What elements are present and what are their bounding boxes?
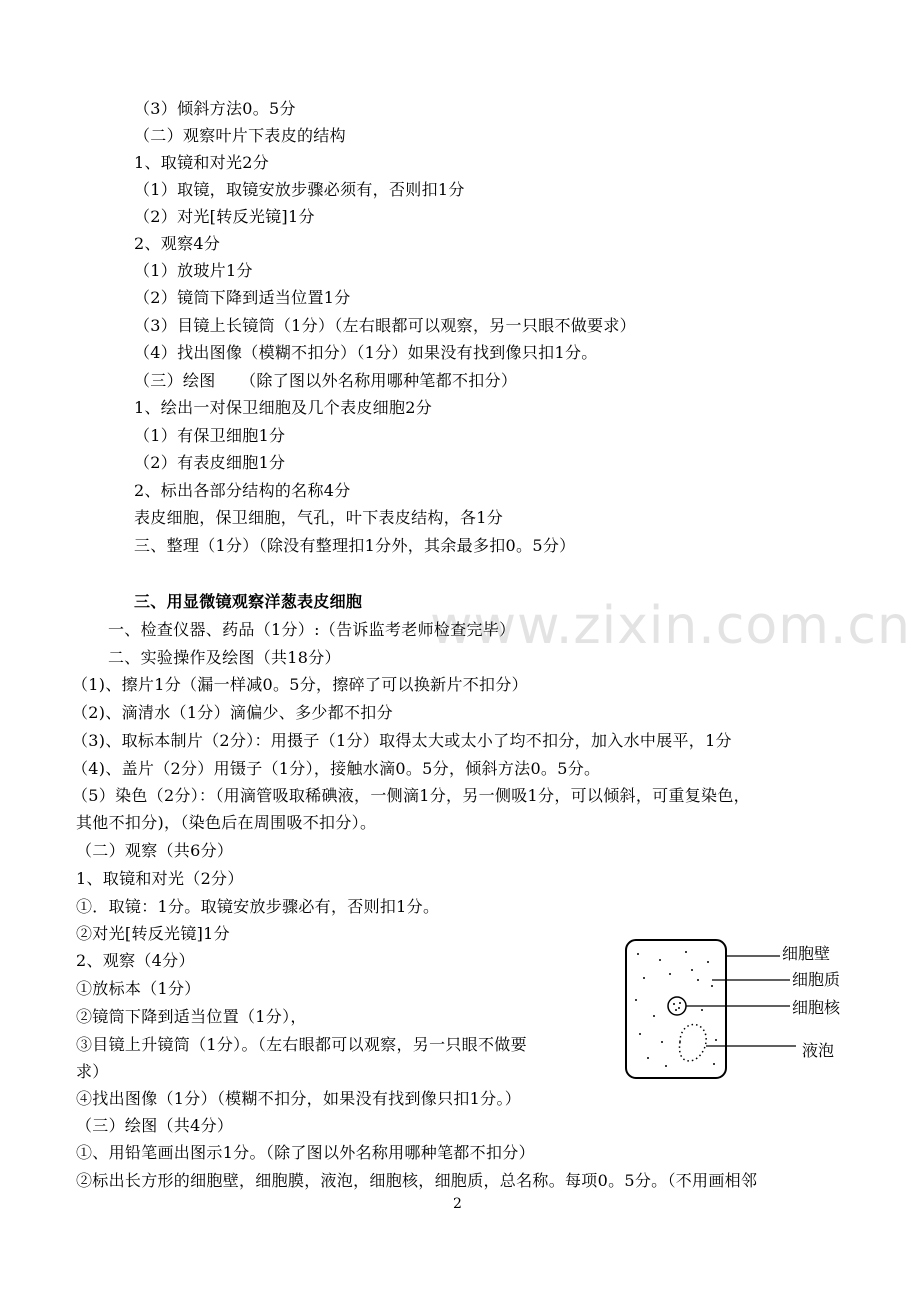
text-line: ①．取镜：1分。取镜安放步骤必有，否则扣1分。 — [76, 897, 440, 916]
text-line: （三）绘图 （除了图以外名称用哪种笔都不扣分） — [134, 371, 518, 390]
label-cell-wall: 细胞壁 — [782, 944, 831, 963]
text-line: 二、实验操作及绘图（共18分） — [108, 648, 341, 667]
text-line: （5）染色（2分）：（用滴管吸取稀碘液，一侧滴1分，另一侧吸1分，可以倾斜，可重复染色， — [72, 786, 750, 805]
text-line: ①放标本（1分） — [76, 979, 201, 998]
text-line: （3)、取标本制片（2分）：用摄子（1分）取得太大或太小了均不扣分，加入水中展平，1分 — [72, 731, 732, 750]
nucleus — [668, 997, 686, 1015]
text-line: 求） — [76, 1062, 109, 1081]
text-line: ②对光[转反光镜]1分 — [76, 924, 230, 943]
onion-cell-diagram — [620, 930, 860, 1090]
text-line: 其他不扣分)，（染色后在周围吸不扣分）。 — [76, 813, 377, 832]
text-line: ③目镜上升镜筒（1分）。（左右眼都可以观察，另一只眼不做要 — [76, 1035, 527, 1054]
text-line: （2）有表皮细胞1分 — [134, 453, 286, 472]
text-line: 2、观察4分 — [134, 234, 221, 253]
text-line: 2、观察（4分） — [76, 951, 195, 970]
text-line: （3）倾斜方法0。5分 — [134, 99, 296, 118]
text-line: ②镜筒下降到适当位置（1分）， — [76, 1007, 307, 1026]
text-line: 表皮细胞，保卫细胞，气孔，叶下表皮结构，各1分 — [134, 508, 504, 527]
text-line: （4)、盖片（2分）用镊子（1分），接触水滴0。5分，倾斜方法0。5分。 — [72, 759, 601, 778]
text-line: 一、检查仪器、药品（1分）:（告诉监考老师检查完毕） — [108, 620, 516, 639]
text-line: 1、取镜和对光2分 — [134, 153, 270, 172]
text-line: （二）观察叶片下表皮的结构 — [134, 126, 346, 145]
page-number: 2 — [453, 1196, 462, 1212]
text-line: （2）镜筒下降到适当位置1分 — [134, 288, 351, 307]
text-line: （1）取镜，取镜安放步骤必须有，否则扣1分 — [134, 180, 465, 199]
text-line: （2）对光[转反光镜]1分 — [134, 207, 315, 226]
text-line: （2)、滴清水（1分）滴偏少、多少都不扣分 — [72, 703, 393, 722]
text-line: 三、整理（1分）（除没有整理扣1分外，其余最多扣0。5分） — [134, 536, 576, 555]
text-line: （1）有保卫细胞1分 — [134, 426, 286, 445]
text-line: （1)、擦片1分（漏一样减0。5分，擦碎了可以换新片不扣分） — [72, 675, 528, 694]
label-cytoplasm: 细胞质 — [792, 970, 841, 989]
text-line: ②标出长方形的细胞壁，细胞膜，液泡，细胞核，细胞质，总名称。每项0。5分。（不用画相邻 — [76, 1171, 758, 1190]
text-line: （4）找出图像（模糊不扣分）（1分）如果没有找到像只扣1分。 — [134, 343, 598, 362]
text-line: 1、取镜和对光（2分） — [76, 869, 244, 888]
watermark: www.zixin.com.cn — [430, 596, 911, 656]
text-line: ④找出图像（1分）（模糊不扣分，如果没有找到像只扣1分。） — [76, 1089, 522, 1108]
label-nucleus: 细胞核 — [792, 998, 841, 1017]
text-line: （二）观察（共6分） — [76, 841, 234, 860]
text-line: （1）放玻片1分 — [134, 261, 253, 280]
text-line: 2、标出各部分结构的名称4分 — [134, 481, 351, 500]
text-line: ①、用铅笔画出图示1分。（除了图以外名称用哪种笔都不扣分） — [76, 1143, 535, 1162]
text-line: （3）目镜上长镜筒（1分）（左右眼都可以观察，另一只眼不做要求） — [134, 316, 636, 335]
section-heading: 三、用显微镜观察洋葱表皮细胞 — [134, 592, 363, 611]
label-vacuole: 液泡 — [802, 1041, 835, 1060]
text-line: （三）绘图（共4分） — [76, 1116, 234, 1135]
vacuole — [680, 1024, 707, 1060]
text-line: 1、绘出一对保卫细胞及几个表皮细胞2分 — [134, 398, 433, 417]
